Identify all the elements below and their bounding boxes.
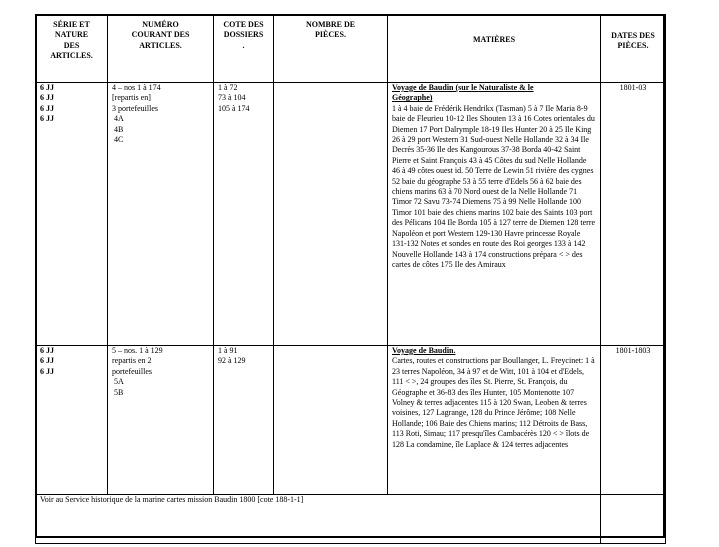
nombre-cell (274, 346, 388, 495)
archive-inventory-table (35, 14, 666, 544)
header-numero: NUMÉRO COURANT DES ARTICLES. (108, 15, 214, 83)
header-nombre: NOMBRE DE PIÈCES. (274, 15, 388, 83)
header-serie: SÉRIE ET NATURE DES ARTICLES. (36, 15, 108, 83)
header-dates: DATES DES PIÈCES. (601, 15, 666, 83)
cote-cell: 1 à 72 73 à 104 105 à 174 (214, 83, 274, 346)
footer-empty-cell (601, 495, 666, 544)
dates-cell: 1801-1803 (601, 346, 666, 495)
matieres-description: Cartes, routes et constructions par Boullanger, L. Freycinet: 1 à 23 terres Napoléon, 34 à 97 et de Witt, 101 à 104 et d'Edels, 111 < >, 24 groupes des îles St. Pierre, St. François, du Géographe et 36-83 des îles Hunter, 105 Montenotte 107 Volney & terres adjacentes 115 à 120 Swan, Leoben & terres voisines, 127 Lagrange, 128 du Prince Jérôme; 108 Nelle Hollande; 106 Baie des Chiens marins; 112 Détroits de Bass, 113 Roti, Simau; 117 presqu'îles Cambacérès 120 < > îlots de 128 La condamine, île Laplace & 124 terres adjacentes (392, 356, 595, 449)
footer-note: Voir au Service historique de la marine cartes mission Baudin 1800 [cote 188-1-1] (36, 495, 601, 544)
header-cote: COTE DES DOSSIERS . (214, 15, 274, 83)
header-row (36, 15, 666, 83)
matieres-title: Voyage de Baudin. (392, 346, 456, 355)
nombre-cell (274, 83, 388, 346)
matieres-cell: Voyage de Baudin (sur le Naturaliste & le Géographe) 1 à 4 baie de Frédérik Hendrikx (Tasman) 5 à 7 Ile Maria 8-9 baie de Fleurieu 10-12 Iles Shouten 13 à 16 Cotes orientales du Diemen 17 Port Dalrymple 18-19 Iles Hunter 20 à 25 Ile King 26 à 29 port Western 31 Sud-ouest Nelle Hollande 32 à 34 Ile Decrès 35-36 Ile des Kangourous 37-38 Borda 40-42 Saint Pierre et Saint François 43 à 45 Côtes du sud Nelle Hollande 46 à 49 côtes ouest id. 50 Terre de Lewin 51 rivière des cygnes 52 baie du géographe 53 à 55 terre d'Edels 56 à 62 baie des chiens marins 63 à 70 Nord ouest de la Nelle Hollande 71 Timor 72 Savu 73-74 Diemens 75 à 99 Nelle Hollande 100 Timor 101 baie des chiens marins 102 baie des Saints 103 port des Pélicans 104 Ile Borda 105 à 127 terre de Diemen 128 terre Napoléon et port Western 129-130 Havre princesse Royale 131-132 Notes et sondes en route des Roi georges 133 à 142 Nouvelle Hollande 143 à 174 constructions prépara < > des cartes de côtes 175 Ile des Amiraux (388, 83, 601, 346)
dates-cell: 1801-03 (601, 83, 666, 346)
cote-cell: 1 à 91 92 à 129 (214, 346, 274, 495)
matieres-description: 1 à 4 baie de Frédérik Hendrikx (Tasman) 5 à 7 Ile Maria 8-9 baie de Fleurieu 10-12 Iles Shouten 13 à 16 Cotes orientales du Diemen 17 Port Dalrymple 18-19 Iles Hunter 20 à 25 Ile King 26 à 29 port Western 31 Sud-ouest Nelle Hollande 32 à 34 Ile Decrès 35-36 Ile des Kangourous 37-38 Borda 40-42 Saint Pierre et Saint François 43 à 45 Côtes du sud Nelle Hollande 46 à 49 côtes ouest id. 50 Terre de Lewin 51 rivière des cygnes 52 baie du géographe 53 à 55 terre d'Edels 56 à 62 baie des chiens marins 63 à 70 Nord ouest de la Nelle Hollande 71 Timor 72 Savu 73-74 Diemens 75 à 99 Nelle Hollande 100 Timor 101 baie des chiens marins 102 baie des Saints 103 port des Pélicans 104 Ile Borda 105 à 127 terre de Diemen 128 terre Napoléon et port Western 129-130 Havre princesse Royale 131-132 Notes et sondes en route des Roi georges 133 à 142 Nouvelle Hollande 143 à 174 constructions prépara < > des cartes de côtes 175 Ile des Amiraux (392, 103, 596, 269)
table-row (36, 346, 666, 495)
header-matieres: MATIÈRES (388, 15, 601, 83)
table-row (36, 83, 666, 346)
matieres-title: Voyage de Baudin (sur le Naturaliste & le (392, 83, 534, 92)
serie-cell: 6 JJ 6 JJ 6 JJ (36, 346, 108, 495)
footer-row (36, 495, 666, 544)
serie-cell: 6 JJ 6 JJ 6 JJ 6 JJ (36, 83, 108, 346)
numero-cell: 5 – nos. 1 à 129 repartis en 2 portefeuilles 5A 5B (108, 346, 214, 495)
matieres-cell (388, 346, 601, 495)
numero-cell: 4 – nos 1 à 174 [repartis en] 3 portefeuilles 4A 4B 4C (108, 83, 214, 346)
